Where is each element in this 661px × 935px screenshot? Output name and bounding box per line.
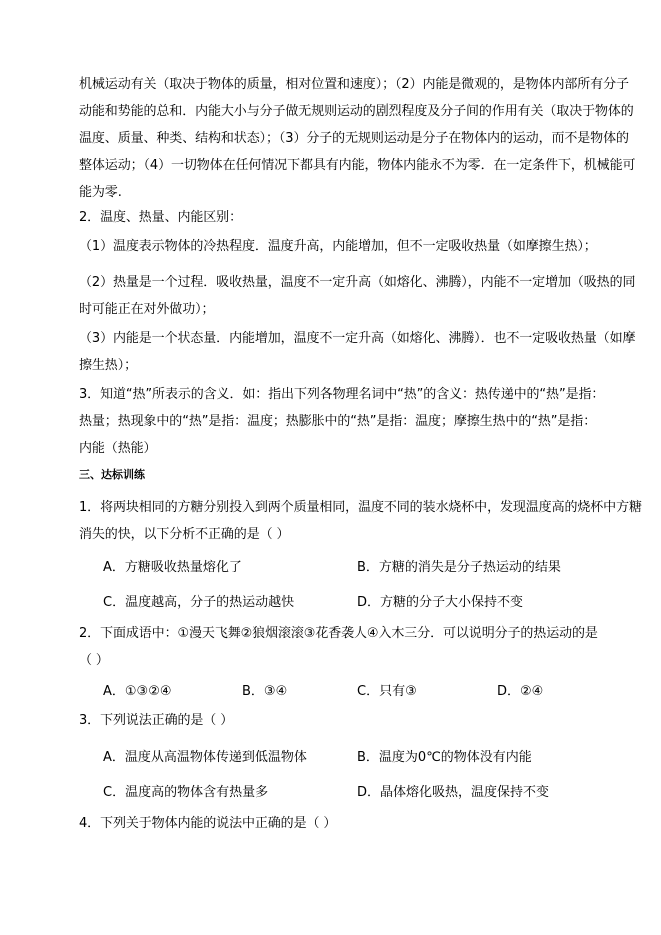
q1-option-a: A．方糖吸收热量熔化了 bbox=[103, 560, 242, 575]
q2-option-d: D．②④ bbox=[497, 684, 544, 699]
section2-title-text: 2．温度、热量、内能区别： bbox=[79, 210, 242, 225]
point-1 bbox=[79, 233, 597, 260]
question-2 bbox=[79, 620, 598, 674]
question-3 bbox=[79, 707, 589, 734]
q3-option-b: B．温度为0℃的物体没有内能 bbox=[357, 750, 532, 765]
point-4 bbox=[79, 381, 605, 462]
text-line: 热量；热现象中的“热”是指：温度；热膨胀中的“热”是指：温度；摩擦生热中的“热”是指： bbox=[79, 414, 597, 429]
text-line: 内能（热能） bbox=[79, 441, 157, 456]
question-text: （ ） bbox=[79, 653, 109, 668]
question-text: 消失的快，以下分析不正确的是（ ） bbox=[79, 527, 290, 542]
text-line: （1）温度表示物体的冷热程度．温度升高，内能增加，但不一定吸收热量（如摩擦生热）； bbox=[79, 239, 597, 254]
text-line: 机械运动有关（取决于物体的质量，相对位置和速度）；（2）内能是微观的，是物体内部所有分子 bbox=[79, 77, 629, 92]
q3-option-c: C．温度高的物体含有热量多 bbox=[103, 785, 269, 800]
question-text: 1．将两块相同的方糖分别投入到两个质量相同，温度不同的装水烧杯中，发现温度高的烧杯中方糖 bbox=[79, 500, 642, 515]
question-1 bbox=[79, 494, 642, 548]
q3-option-a: A．温度从高温物体传递到低温物体 bbox=[103, 750, 307, 765]
intro-paragraph bbox=[79, 71, 636, 206]
question-text: 2．下面成语中：①漫天飞舞②狼烟滚滚③花香袭人④入木三分．可以说明分子的热运动的是 bbox=[79, 626, 598, 641]
q1-option-b: B．方糖的消失是分子热运动的结果 bbox=[357, 560, 561, 575]
question-text: 3．下列说法正确的是（ ） bbox=[79, 713, 234, 728]
text-line: 3．知道“热”所表示的含义．如：指出下列各物理名词中“热”的含义：热传递中的“热”是指： bbox=[79, 387, 605, 402]
text-line: 温度、质量、种类、结构和状态）；（3）分子的无规则运动是分子在物体内的运动，而不是物体的 bbox=[79, 131, 629, 146]
q1-option-c: C．温度越高，分子的热运动越快 bbox=[103, 595, 295, 610]
text-line: （2）热量是一个过程．吸收热量，温度不一定升高（如熔化、沸腾），内能不一定增加（吸热的同 bbox=[79, 275, 636, 290]
text-line: 时可能正在对外做功）； bbox=[79, 302, 215, 317]
section3-heading: 三、达标训练 bbox=[79, 468, 145, 481]
q1-option-d: D．方糖的分子大小保持不变 bbox=[357, 595, 524, 610]
section2-title bbox=[79, 204, 589, 231]
text-line: 动能和势能的总和．内能大小与分子做无规则运动的剧烈程度及分子间的作用有关（取决于物体的 bbox=[79, 104, 634, 119]
point-3 bbox=[79, 325, 636, 379]
q2-option-b: B．③④ bbox=[242, 684, 288, 699]
question-4 bbox=[79, 810, 589, 837]
text-line: 能为零. bbox=[79, 185, 122, 200]
question-text: 4．下列关于物体内能的说法中正确的是（ ） bbox=[79, 816, 337, 831]
text-line: 擦生热）； bbox=[79, 358, 138, 373]
text-line: 整体运动；（4）一切物体在任何情况下都具有内能，物体内能永不为零．在一定条件下，机械能可 bbox=[79, 158, 636, 173]
q2-option-a: A．①③②④ bbox=[103, 684, 172, 699]
q2-option-c: C．只有③ bbox=[357, 684, 417, 699]
q3-option-d: D．晶体熔化吸热，温度保持不变 bbox=[357, 785, 550, 800]
point-2 bbox=[79, 269, 636, 323]
text-line: （3）内能是一个状态量．内能增加，温度不一定升高（如熔化、沸腾）．也不一定吸收热量（如摩 bbox=[79, 331, 636, 346]
